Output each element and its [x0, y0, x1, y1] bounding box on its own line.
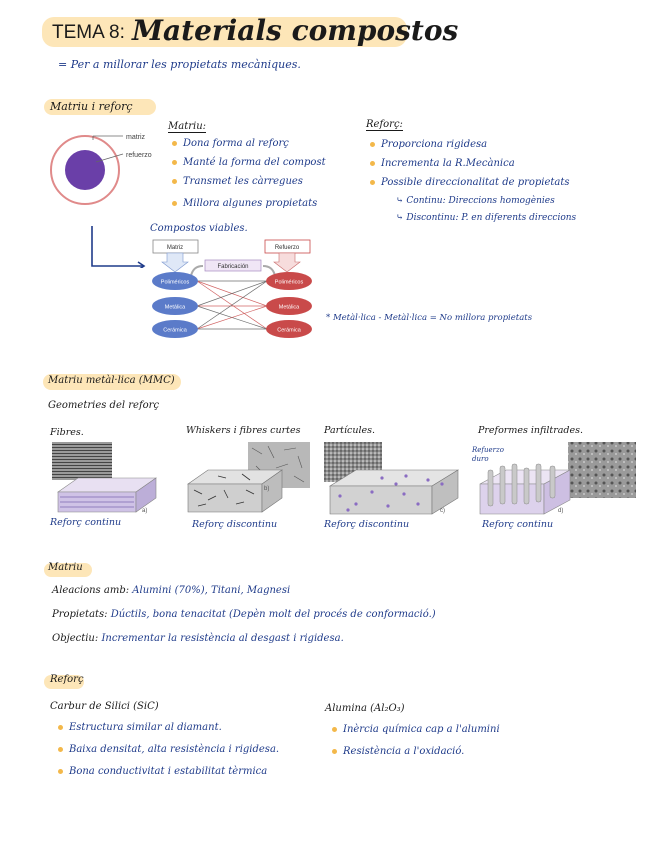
matriz-label: Matriz	[166, 245, 184, 251]
list-item: Possible direccionalitat de propietats	[370, 177, 576, 196]
list-item: Propietats: Dúctils, bona tenacitat (Depèn molt del procés de conformació.)	[52, 609, 436, 620]
reforc-title: Reforç:	[366, 119, 403, 130]
viables-title: Compostos viables.	[150, 223, 248, 234]
diagram-label-matrix: matriz	[126, 134, 146, 141]
title-prefix: TEMA 8:	[52, 22, 125, 43]
list-subitem: ⤷ Continu: Direccions homogènies	[396, 196, 555, 206]
bullet-icon	[370, 161, 375, 166]
list-item: Proporciona rigidesa	[370, 139, 576, 158]
list-item: Resistència a l'oxidació.	[332, 746, 500, 768]
sic-title: Carbur de Silici (SiC)	[50, 701, 159, 712]
fibres-illustration	[50, 440, 160, 518]
list-item: Objectiu: Incrementar la resistència al desgast i rigidesa.	[52, 633, 344, 644]
right-node-label: Cerámica	[277, 327, 301, 334]
alumina-list	[332, 724, 500, 768]
list-item: Inèrcia química cap a l'alumini	[332, 724, 500, 746]
left-node-label: Metálica	[164, 304, 186, 311]
geom-caption: Reforç discontinu	[192, 519, 278, 530]
reforc-list	[370, 139, 576, 230]
geometries-title: Geometries del reforç	[48, 400, 160, 411]
diagram-label-reinforcement: refuerzo	[126, 152, 152, 159]
geom-caption: Reforç continu	[50, 517, 122, 528]
intro-line: = Per a millorar les propietats mecàniques.	[58, 58, 301, 71]
list-item: Aleacions amb: Alumini (70%), Titani, Magnesi	[52, 585, 291, 596]
refuerzo-label: Refuerzo	[274, 245, 300, 251]
bullet-icon	[172, 201, 177, 206]
right-node-label: Poliméricos	[274, 279, 304, 286]
bullet-icon	[172, 179, 177, 184]
sic-list	[58, 722, 279, 788]
list-item: Millora algunes propietats	[172, 198, 326, 217]
geom-title-preforms: Preformes infiltrades.	[478, 425, 584, 436]
list-item: Incrementa la R.Mecànica	[370, 158, 576, 177]
matriu-lines	[52, 585, 436, 657]
bullet-icon	[58, 769, 63, 774]
whiskers-illustration	[184, 440, 312, 518]
geom-title-whiskers: Whiskers i fibres curtes	[186, 425, 301, 436]
geom-caption: Reforç discontinu	[324, 519, 410, 530]
metal-note: * Metàl·lica - Metàl·lica = No millora propietats	[326, 313, 533, 323]
particles-illustration	[322, 440, 462, 518]
geom-letter: b)	[264, 486, 270, 492]
bullet-icon	[58, 725, 63, 730]
alumina-title: Alumina (Al₂O₃)	[325, 703, 405, 714]
reforc-heading: Reforç	[50, 674, 84, 685]
geom-letter: d)	[558, 508, 564, 514]
list-item: Bona conductivitat i estabilitat tèrmica	[58, 766, 279, 788]
left-node-label: Poliméricos	[160, 279, 190, 286]
bullet-icon	[370, 142, 375, 147]
list-item: Transmet les càrregues	[172, 176, 326, 198]
bullet-icon	[332, 749, 337, 754]
section2-heading: Matriu metàl·lica (MMC)	[48, 375, 175, 386]
page-title: Materials compostos	[132, 14, 459, 47]
bullet-icon	[172, 160, 177, 165]
geom-letter: a)	[142, 508, 148, 514]
bullet-icon	[370, 180, 375, 185]
right-node-label: Metálica	[278, 304, 300, 311]
geom-title-particles: Partícules.	[324, 425, 376, 436]
matriu-heading: Matriu	[48, 562, 83, 573]
matriu-title: Matriu:	[168, 121, 207, 132]
list-item: Manté la forma del compost	[172, 157, 326, 176]
list-item: Baixa densitat, alta resistència i rigidesa.	[58, 744, 279, 766]
viable-composites-diagram	[145, 236, 320, 346]
fabricacion-label: Fabricación	[217, 264, 249, 270]
geom-caption: Reforç continu	[482, 519, 554, 530]
left-node-label: Cerámica	[163, 327, 187, 334]
matriu-list	[172, 138, 326, 217]
list-item: Dona forma al reforç	[172, 138, 326, 157]
bullet-icon	[172, 141, 177, 146]
bullet-icon	[58, 747, 63, 752]
bullet-icon	[332, 727, 337, 732]
geom-letter: c)	[440, 508, 445, 514]
list-item: Estructura similar al diamant.	[58, 722, 279, 744]
geom-title-fibres: Fibres.	[50, 427, 84, 438]
section1-heading: Matriu i reforç	[50, 100, 133, 113]
list-subitem: ⤷ Discontinu: P. en diferents direccions	[396, 213, 577, 223]
preform-label: Refuerzo duro	[472, 446, 504, 463]
